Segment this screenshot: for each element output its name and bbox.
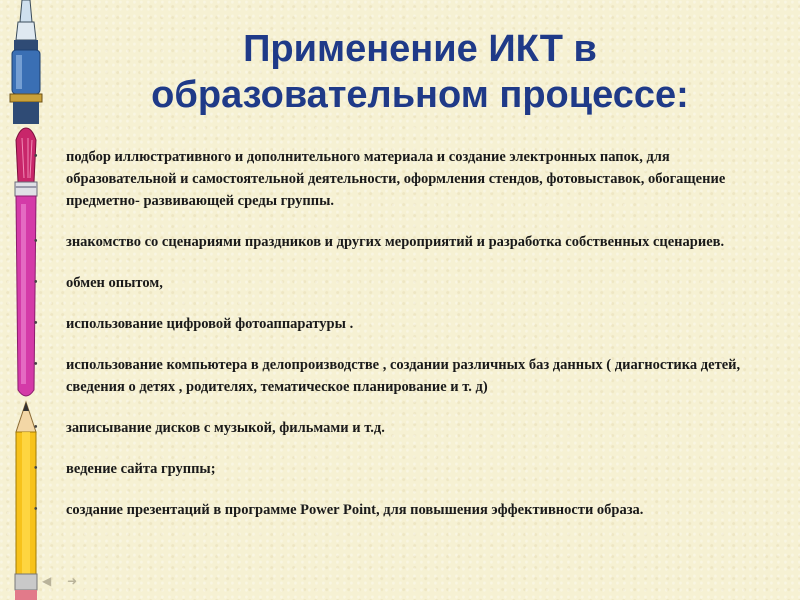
bullet-icon: • bbox=[34, 151, 38, 162]
bullet-item: • обмен опытом, bbox=[34, 272, 754, 294]
bullet-icon: • bbox=[34, 359, 38, 370]
bullet-icon: • bbox=[34, 236, 38, 247]
bullet-icon: • bbox=[34, 463, 38, 474]
bullet-icon: • bbox=[34, 318, 38, 329]
fountain-pen-icon bbox=[10, 0, 42, 124]
bullet-item: • создание презентаций в программе Power Point, для повышения эффективности образа. bbox=[34, 499, 754, 521]
slide-title bbox=[70, 26, 770, 118]
bullet-item: • использование цифровой фотоаппаратуры . bbox=[34, 313, 754, 335]
bullet-item: • использование компьютера в делопроизводстве , создании различных баз данных ( диагностика детей, сведения о детях , родителях, тематическое планирование и т. д) bbox=[34, 354, 754, 398]
bullet-icon: • bbox=[34, 422, 38, 433]
bullet-icon: • bbox=[34, 277, 38, 288]
bullet-item: • записывание дисков с музыкой, фильмами и т.д. bbox=[34, 417, 754, 439]
slide-nav-prev-icon[interactable]: ◀ bbox=[42, 574, 52, 588]
slide-nav-next-icon[interactable]: ➜ bbox=[67, 574, 78, 588]
slide-navigation bbox=[42, 574, 89, 588]
bullet-list bbox=[34, 146, 754, 521]
slide-title-line-2: образовательном процессе: bbox=[151, 74, 689, 116]
bullet-item: • ведение сайта группы; bbox=[34, 458, 754, 480]
bullet-item: • знакомство со сценариями праздников и других мероприятий и разработка собственных сценариев. bbox=[34, 231, 754, 253]
bullet-item: • подбор иллюстративного и дополнительного материала и создание электронных папок, для образовательной и самостоятельной деятельности, оформления стендов, фотовыставок, обогащение предметно- развивающей среды группы. bbox=[34, 146, 754, 212]
slide-title-line-1: Применение ИКТ в bbox=[243, 28, 597, 70]
bullet-icon: • bbox=[34, 504, 38, 515]
